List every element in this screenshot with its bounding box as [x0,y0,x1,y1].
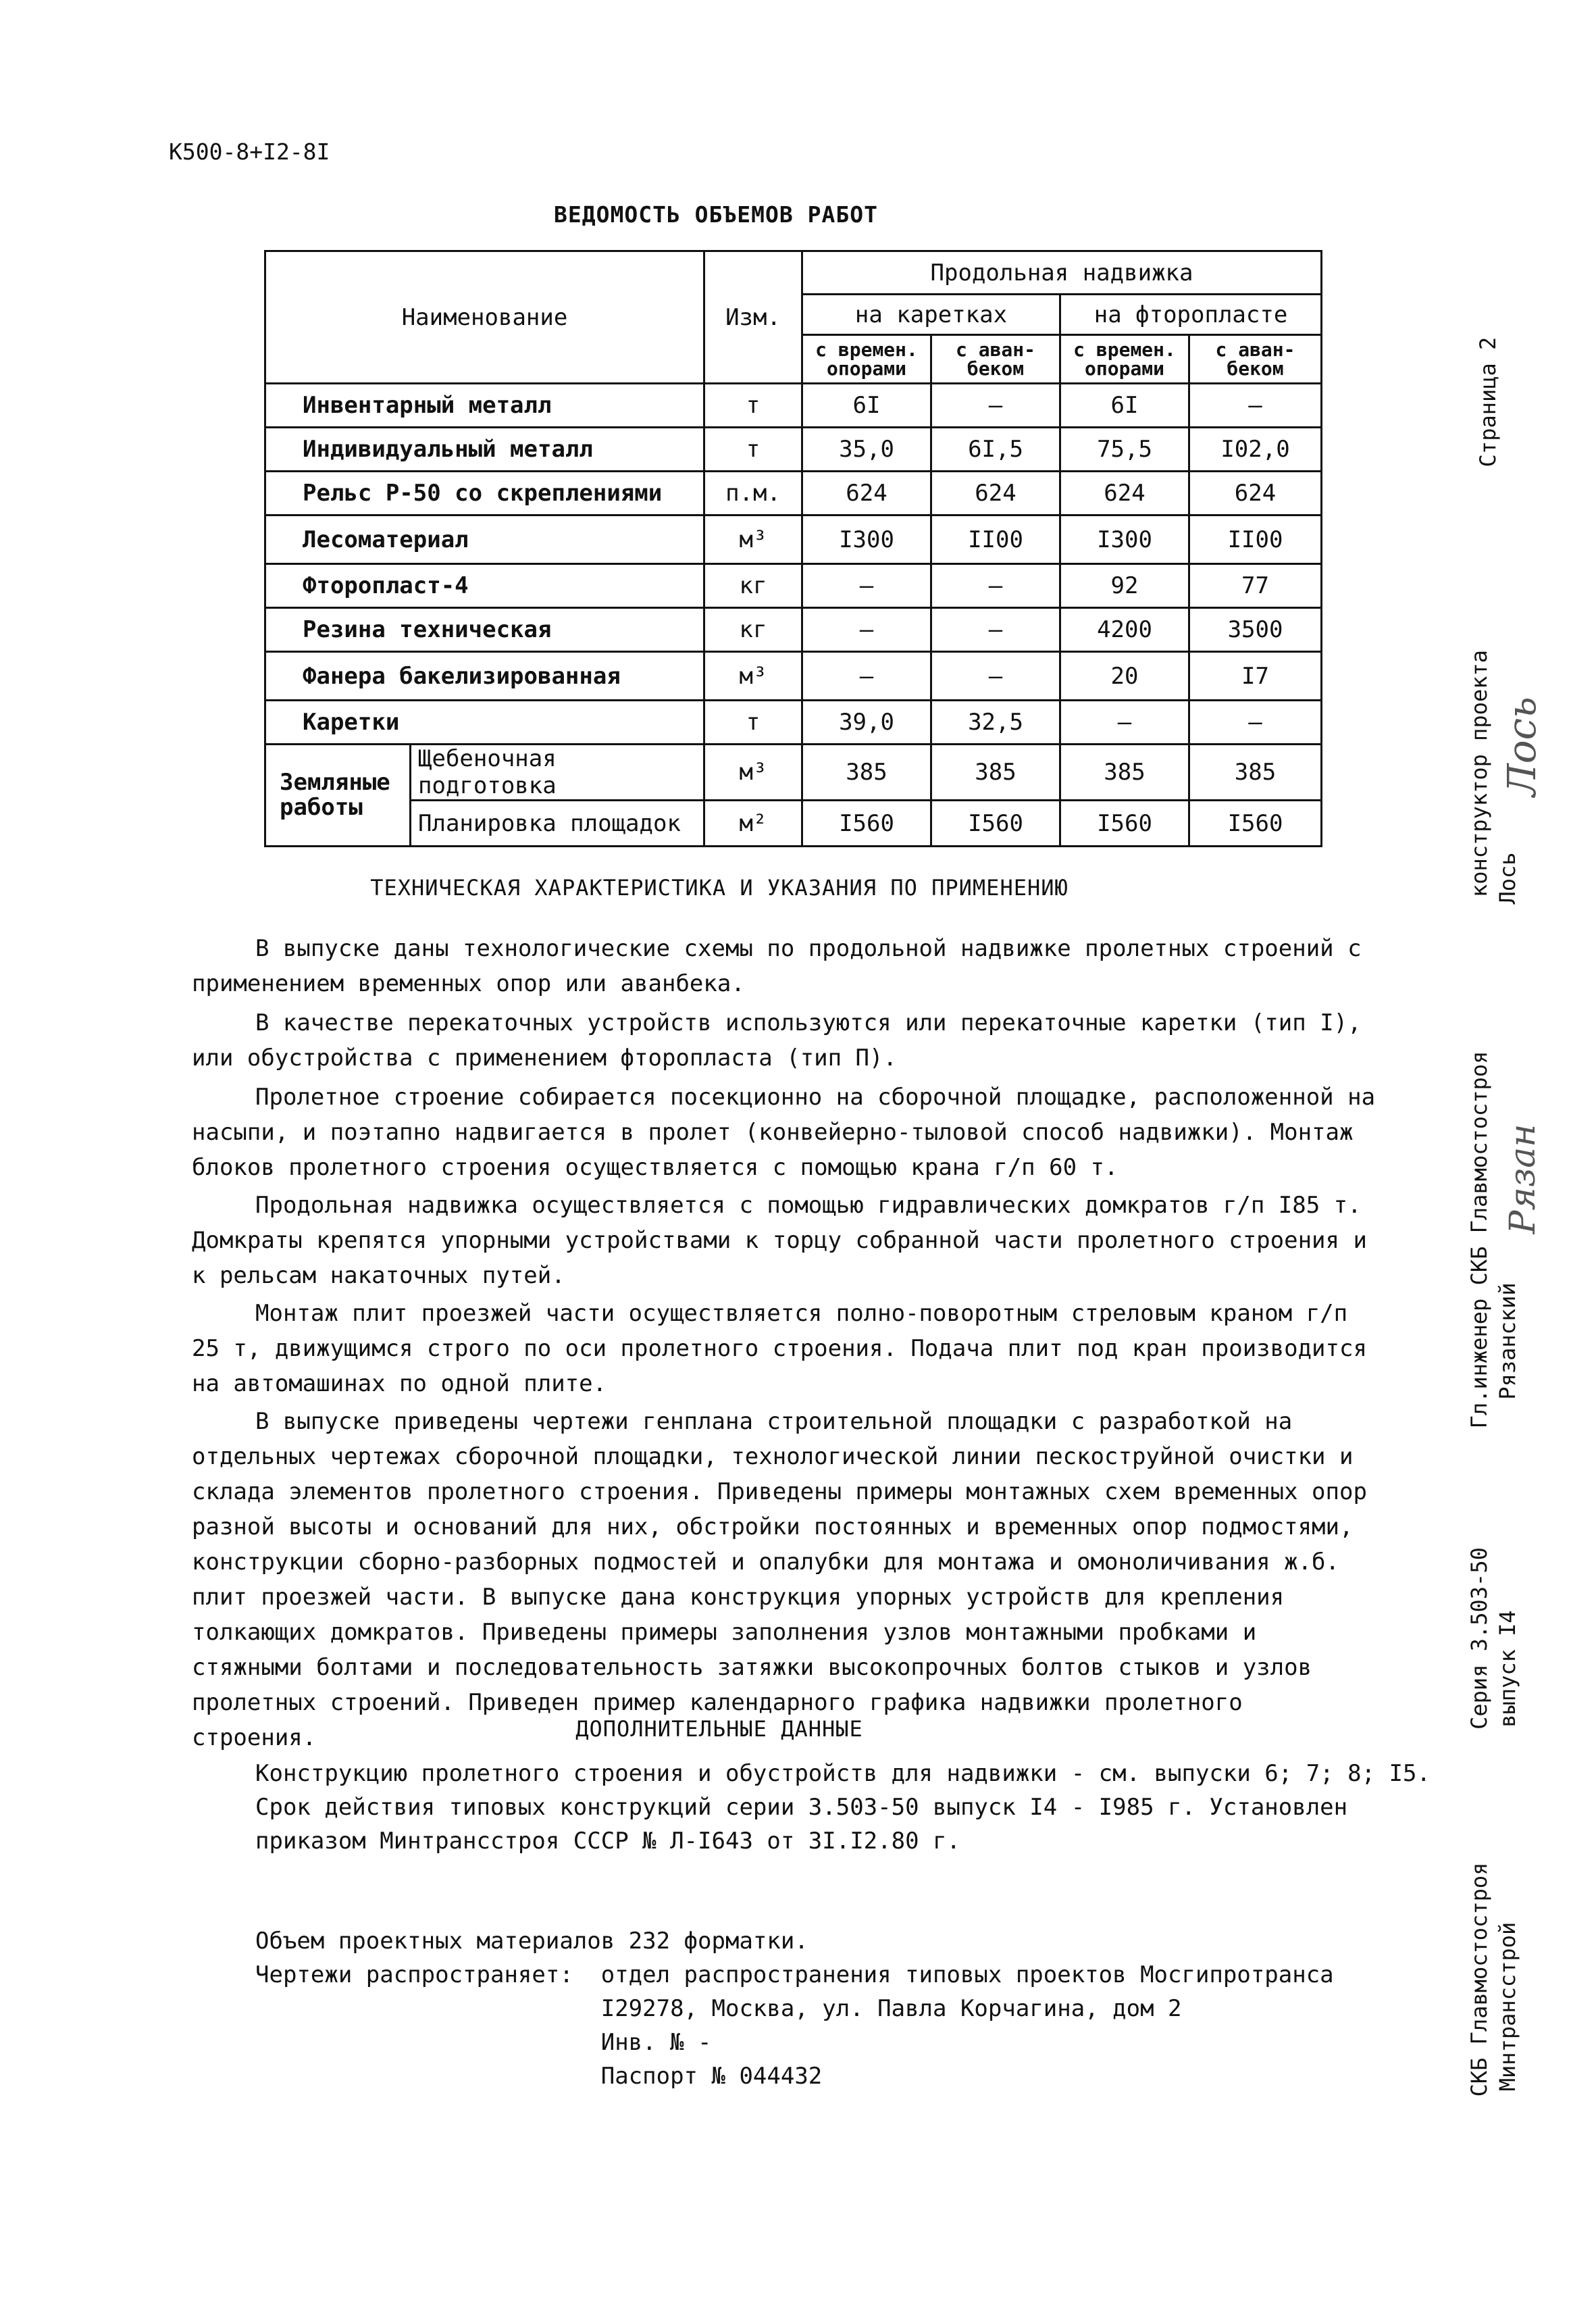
table-row [265,745,1322,801]
earthworks-group: Земляные работы [265,745,411,847]
row-value: 4200 [1060,608,1189,652]
header-fluoroplast: на фторопласте [1060,295,1322,335]
header-carriages: на каретках [802,295,1060,335]
row-value: – [802,652,931,701]
row-value: I7 [1189,652,1322,701]
row-unit: м² [704,801,802,847]
table-row [265,801,1322,847]
table-row [265,472,1322,515]
paragraph: Монтаж плит проезжей части осуществляется полно-поворотным стреловым краном г/п 25 т, движущимся строго по оси пролетного строения. Подача плит под кран производится на автомашинах по одной плите. [192,1300,1367,1397]
row-value: I02,0 [1189,428,1322,472]
sidebar-issue: выпуск I4 [1495,1610,1520,1728]
row-name: Резина техническая [265,608,704,652]
sidebar-org: Минтрансстрой [1495,1921,1520,2092]
row-value: II00 [931,515,1060,564]
row-name: Рельс Р-50 со скреплениями [265,472,704,515]
paragraph: В выпуске даны технологические схемы по продольной надвижке пролетных строений с применением временных опор или аванбека. [192,935,1362,997]
additional-section-title: ДОПОЛНИТЕЛЬНЫЕ ДАННЫЕ [575,1716,863,1742]
row-value: I300 [802,515,931,564]
row-value: 385 [802,745,931,801]
row-name: Планировка площадок [411,801,704,847]
table-row [265,564,1322,608]
header-temp-supports: с времен. опорами [802,335,931,384]
header-name: Наименование [265,251,704,384]
row-name: Каретки [265,701,704,745]
footer-line: Объем проектных материалов 232 форматки. [255,1928,808,1955]
table-row [265,515,1322,564]
row-value: II00 [1189,515,1322,564]
row-value: 624 [1189,472,1322,515]
row-value: – [802,564,931,608]
header-avanbek: с аван- беком [931,335,1060,384]
sidebar-designer-name: Лось [1495,852,1520,905]
row-value: I560 [802,801,931,847]
row-value: 624 [1060,472,1189,515]
row-value: 6I,5 [931,428,1060,472]
row-value: – [1189,701,1322,745]
row-value: 6I [1060,384,1189,428]
row-value: 20 [1060,652,1189,701]
signature: Лось [1499,697,1545,797]
row-name: Фанера бакелизированная [265,652,704,701]
sidebar-chief-role: Гл.инженер СКБ Главмостостроя [1466,1051,1492,1429]
paragraph: В выпуске приведены чертежи генплана строительной площадки с разработкой на отдельных чертежах сборочной площадки, технологической линии пескоструйной очистки и склада элементов пролетного строения. Приведены примеры монтажных схем временных опор разной высоты и оснований для них, обстройки постоянных и временных опор подмостями, конструкции сборно-разборных подмостей и опалубки для монтажа и омоноличивания ж.б. плит проезжей части. В выпуске дана конструкция упорных устройств для крепления толкающих домкратов. Приведены примеры заполнения узлов монтажными пробками и стяжными болтами и последовательность затяжки высокопрочных болтов стыков и узлов пролетных строений. Приведен пример календарного графика надвижки пролетного строения. [192,1408,1367,1751]
header-group: Продольная надвижка [802,251,1322,295]
additional-line: Срок действия типовых конструкций серии 3.503-50 выпуск I4 - I985 г. Установлен [255,1794,1348,1821]
row-value: 3500 [1189,608,1322,652]
sidebar-org: СКБ Главмостостроя [1466,1862,1492,2097]
sidebar-designer-role: конструктор проекта [1466,649,1492,898]
row-unit: м³ [704,745,802,801]
row-name: Лесоматериал [265,515,704,564]
row-value: – [931,564,1060,608]
table-row [265,428,1322,472]
row-value: – [931,384,1060,428]
sidebar-page-label: Страница 2 [1475,336,1501,468]
paragraph: В качестве перекаточных устройств используются или перекаточные каретки (тип I), или обустройства с применением фторопласта (тип П). [192,1009,1362,1072]
document-code: К500-8+I2-8I [169,139,330,165]
table-row [265,701,1322,745]
row-value: 77 [1189,564,1322,608]
row-name: Индивидуальный металл [265,428,704,472]
table-title: ВЕДОМОСТЬ ОБЪЕМОВ РАБОТ [554,201,878,228]
row-value: – [931,608,1060,652]
row-name: Фторопласт-4 [265,564,704,608]
row-name: Инвентарный металл [265,384,704,428]
signature: Рязан [1503,1124,1543,1234]
row-value: 32,5 [931,701,1060,745]
footer-line: I29278, Москва, ул. Павла Корчагина, дом 2 [255,1995,1182,2022]
row-value: 75,5 [1060,428,1189,472]
row-value: 624 [802,472,931,515]
tech-section-title: ТЕХНИЧЕСКАЯ ХАРАКТЕРИСТИКА И УКАЗАНИЯ ПО ПРИМЕНЕНИЮ [370,875,1069,901]
row-value: 385 [931,745,1060,801]
additional-line: Конструкцию пролетного строения и обустройств для надвижки - см. выпуски 6; 7; 8; I5. [255,1760,1431,1787]
row-value: 35,0 [802,428,931,472]
row-value: – [1060,701,1189,745]
row-value: – [802,608,931,652]
row-value: 624 [931,472,1060,515]
row-value: 385 [1189,745,1322,801]
table-row [265,384,1322,428]
row-value: I560 [931,801,1060,847]
row-value: 6I [802,384,931,428]
additional-line: приказом Минтрансстроя СССР № Л-I643 от 3I.I2.80 г. [255,1828,960,1855]
paragraph: Пролетное строение собирается посекционно на сборочной площадке, расположенной на насыпи, и поэтапно надвигается в пролет (конвейерно-тыловой способ надвижки). Монтаж блоков пролетного строения осуществляется с помощью крана г/п 60 т. [192,1084,1376,1181]
row-value: I560 [1060,801,1189,847]
footer-line: Паспорт № 044432 [255,2063,823,2090]
row-value: 385 [1060,745,1189,801]
header-avanbek: с аван- беком [1189,335,1322,384]
table-row [265,652,1322,701]
table-header-row [265,251,1322,295]
row-unit: т [704,384,802,428]
header-unit: Изм. [704,251,802,384]
row-value: 39,0 [802,701,931,745]
row-value: I300 [1060,515,1189,564]
row-unit: п.м. [704,472,802,515]
row-unit: м³ [704,652,802,701]
header-temp-supports: с времен. опорами [1060,335,1189,384]
row-unit: кг [704,608,802,652]
row-unit: т [704,701,802,745]
row-name: Щебеночная подготовка [411,745,704,801]
footer-line: Чертежи распространяет: отдел распространения типовых проектов Мосгипротранса [255,1961,1334,1988]
row-value: – [1189,384,1322,428]
row-value: I560 [1189,801,1322,847]
table-row [265,608,1322,652]
row-value: 92 [1060,564,1189,608]
sidebar-series: Серия 3.503-50 [1466,1547,1492,1730]
volume-table [264,250,1322,847]
row-unit: м³ [704,515,802,564]
footer-line: Инв. № - [255,2029,712,2056]
row-unit: т [704,428,802,472]
paragraph: Продольная надвижка осуществляется с помощью гидравлических домкратов г/п I85 т. Домкраты крепятся упорными устройствами к торцу собранной части пролетного строения и к рельсам накаточных путей. [192,1192,1367,1289]
sidebar-chief-name: Рязанский [1495,1282,1520,1400]
row-unit: кг [704,564,802,608]
row-value: – [931,652,1060,701]
